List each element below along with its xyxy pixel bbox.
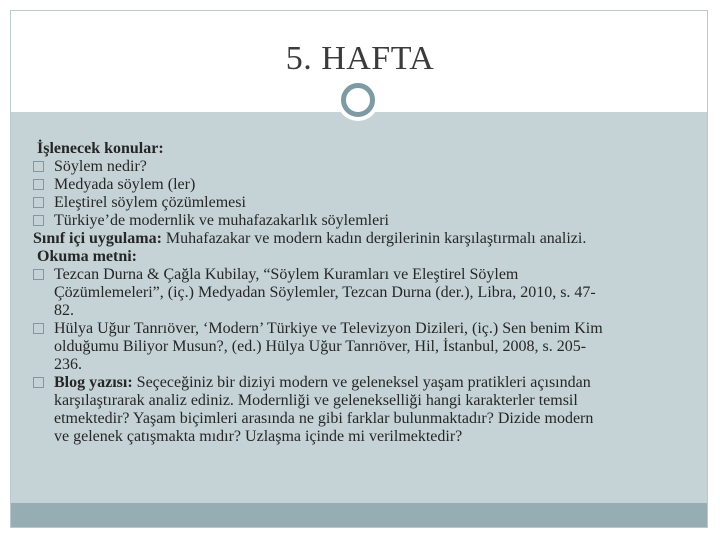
reading-heading: Okuma metni:: [37, 248, 137, 265]
topic-text: Eleştirel söylem çözümlemesi: [54, 194, 246, 211]
checkbox-bullet-icon: [33, 197, 44, 208]
checkbox-bullet-icon: [33, 215, 44, 226]
reading-item: [33, 266, 693, 284]
reading-text: Tezcan Durna & Çağla Kubilay, “Söylem Kuramları ve Eleştirel Söylem: [54, 266, 519, 283]
checkbox-bullet-icon: [33, 161, 44, 172]
topic-text: Söylem nedir?: [54, 158, 147, 175]
topic-text: Medyada söylem (ler): [54, 176, 196, 193]
reading-text: Çözümlemeleri”, (iç.) Medyadan Söylemler, Tezcan Durna (der.), Libra, 2010, s. 47-: [54, 284, 596, 301]
slide-body: [33, 140, 693, 446]
blog-label: Blog yazısı:: [54, 374, 133, 391]
topic-item: [33, 212, 693, 230]
reading-text: olduğumu Biliyor Musun?, (ed.) Hülya Uğur Tanrıöver, Hil, İstanbul, 2008, s. 205-: [54, 338, 587, 355]
reading-text: 82.: [54, 302, 74, 319]
class-practice: [33, 230, 693, 248]
blog-text: Seçeceğiniz bir diziyi modern ve geleneksel yaşam pratikleri açısından: [132, 374, 591, 391]
class-practice-label: Sınıf içi uygulama:: [33, 230, 162, 247]
blog-text: karşılaştırarak analiz ediniz. Modernliği ve gelenekselliği hangi karakterler temsil: [54, 392, 578, 409]
ring-ornament-icon: [337, 79, 379, 121]
checkbox-bullet-icon: [33, 269, 44, 280]
checkbox-bullet-icon: [33, 179, 44, 190]
topic-item: [33, 176, 693, 194]
topic-item: [33, 158, 693, 176]
checkbox-bullet-icon: [33, 377, 44, 388]
reading-text: Hülya Uğur Tanrıöver, ‘Modern’ Türkiye ve Televizyon Dizileri, (iç.) Sen benim Kim: [54, 320, 603, 337]
topic-text: Türkiye’de modernlik ve muhafazakarlık söylemleri: [54, 212, 389, 229]
topic-item: [33, 194, 693, 212]
blog-text: etmektedir? Yaşam biçimleri arasında ne gibi farklar bulunmaktadır? Dizide modern: [54, 410, 594, 427]
reading-text: 236.: [54, 356, 82, 373]
class-practice-text: Muhafazakar ve modern kadın dergilerinin karşılaştırmalı analizi.: [161, 230, 587, 247]
slide-title: 5. HAFTA: [285, 40, 435, 77]
checkbox-bullet-icon: [33, 323, 44, 334]
topics-heading: İşlenecek konular:: [37, 140, 164, 157]
reading-item: [33, 320, 693, 338]
blog-item: [33, 374, 693, 392]
blog-text: ve gelenek çatışmakta mıdır? Uzlaşma içinde mi verilmektedir?: [54, 428, 463, 445]
